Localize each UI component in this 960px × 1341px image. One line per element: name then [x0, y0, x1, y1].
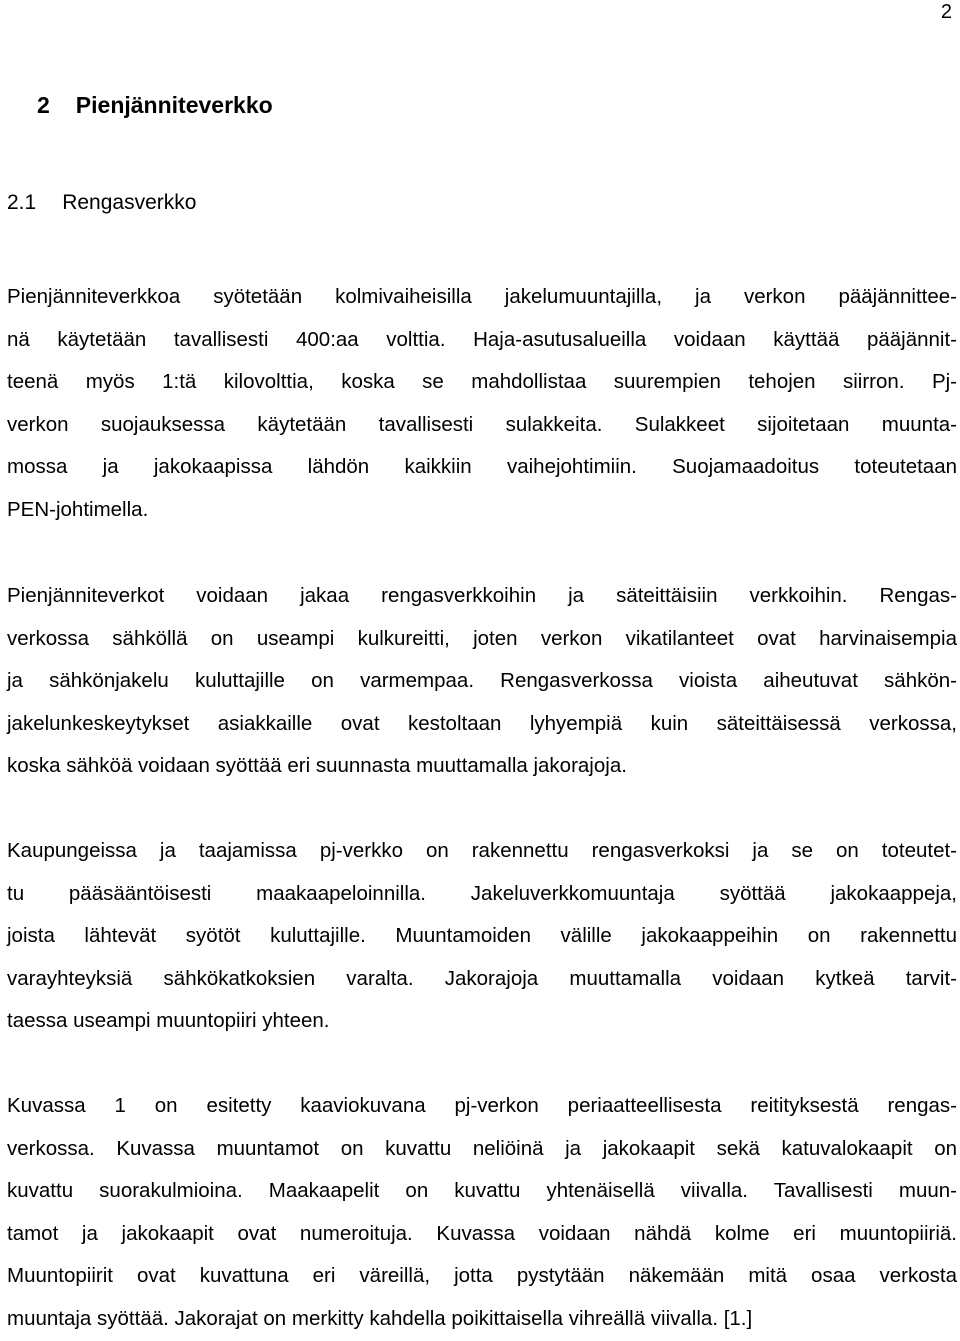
- paragraph-line: teenä myös 1:tä kilovolttia, koska se mahdollistaa suurempien tehojen siirron. Pj-: [7, 370, 957, 394]
- paragraph-4: [7, 1085, 957, 1341]
- paragraph-line: koska sähköä voidaan syöttää eri suunnasta muuttamalla jakorajoja.: [7, 754, 627, 778]
- section-number: 2.1: [7, 191, 37, 214]
- paragraph-3: [7, 830, 957, 1043]
- paragraph-line: verkossa. Kuvassa muuntamot on kuvattu neliöinä ja jakokaapit sekä katuvalokaapit on: [7, 1136, 957, 1160]
- paragraph-line: Kuvassa 1 on esitetty kaaviokuvana pj-verkon periaatteellisesta reitityksestä rengas-: [7, 1094, 957, 1117]
- paragraph-line: Muuntopiirit ovat kuvattuna eri väreillä, jotta pystytään näkemään mitä osaa verkosta: [7, 1264, 957, 1288]
- section-title: Rengasverkko: [62, 191, 197, 214]
- paragraph-line: Kaupungeissa ja taajamissa pj-verkko on rakennettu rengasverkoksi ja se on toteutet-: [7, 839, 957, 862]
- paragraph-line: tu pääsääntöisesti maakaapeloinnilla. Jakeluverkkomuuntaja syöttää jakokaappeja,: [7, 881, 957, 905]
- paragraph-line: jakelunkeskeytykset asiakkaille ovat kestoltaan lyhyempiä kuin säteittäisessä verkossa,: [7, 711, 957, 735]
- paragraph-line: Pienjänniteverkkoa syötetään kolmivaiheisilla jakelumuuntajilla, ja verkon pääjännittee-: [7, 285, 957, 308]
- paragraph-line: muuntaja syöttää. Jakorajat on merkitty kahdella poikittaisella vihreällä viivalla. [1.]: [7, 1306, 753, 1330]
- paragraph-line: kuvattu suorakulmioina. Maakaapelit on kuvattu yhtenäisellä viivalla. Tavallisesti muun-: [7, 1179, 957, 1203]
- paragraph-line: ja sähkönjakelu kuluttajille on varmempaa. Rengasverkossa vioista aiheutuvat sähkön-: [7, 669, 957, 693]
- paragraph-line: tamot ja jakokaapit ovat numeroituja. Kuvassa voidaan nähdä kolme eri muuntopiiriä.: [7, 1221, 957, 1245]
- page-number: 2: [940, 1, 952, 23]
- chapter-number: 2: [37, 92, 50, 118]
- chapter-heading: [37, 90, 273, 120]
- paragraph-line: nä käytetään tavallisesti 400:aa volttia. Haja-asutusalueilla voidaan käyttää pääjännit-: [7, 327, 957, 351]
- chapter-title: Pienjänniteverkko: [75, 92, 273, 118]
- paragraph-2: [7, 575, 957, 788]
- paragraph-line: verkossa sähköllä on useampi kulkureitti, joten verkon vikatilanteet ovat harvinaisempia: [7, 626, 957, 650]
- paragraph-line: verkon suojauksessa käytetään tavallisesti sulakkeita. Sulakkeet sijoitetaan muunta-: [7, 412, 957, 436]
- paragraph-1: [7, 276, 957, 532]
- paragraph-line: joista lähtevät syötöt kuluttajille. Muuntamoiden välille jakokaappeihin on rakennettu: [7, 924, 957, 948]
- paragraph-line: taessa useampi muuntopiiri yhteen.: [7, 1009, 330, 1033]
- section-heading: [7, 188, 196, 218]
- paragraph-line: mossa ja jakokaapissa lähdön kaikkiin vaihejohtimiin. Suojamaadoitus toteutetaan: [7, 455, 957, 479]
- paragraph-line: varayhteyksiä sähkökatkoksien varalta. Jakorajoja muuttamalla voidaan kytkeä tarvit-: [7, 966, 957, 990]
- paragraph-line: Pienjänniteverkot voidaan jakaa rengasverkkoihin ja säteittäisiin verkkoihin. Rengas-: [7, 584, 957, 607]
- paragraph-line: PEN-johtimella.: [7, 497, 149, 521]
